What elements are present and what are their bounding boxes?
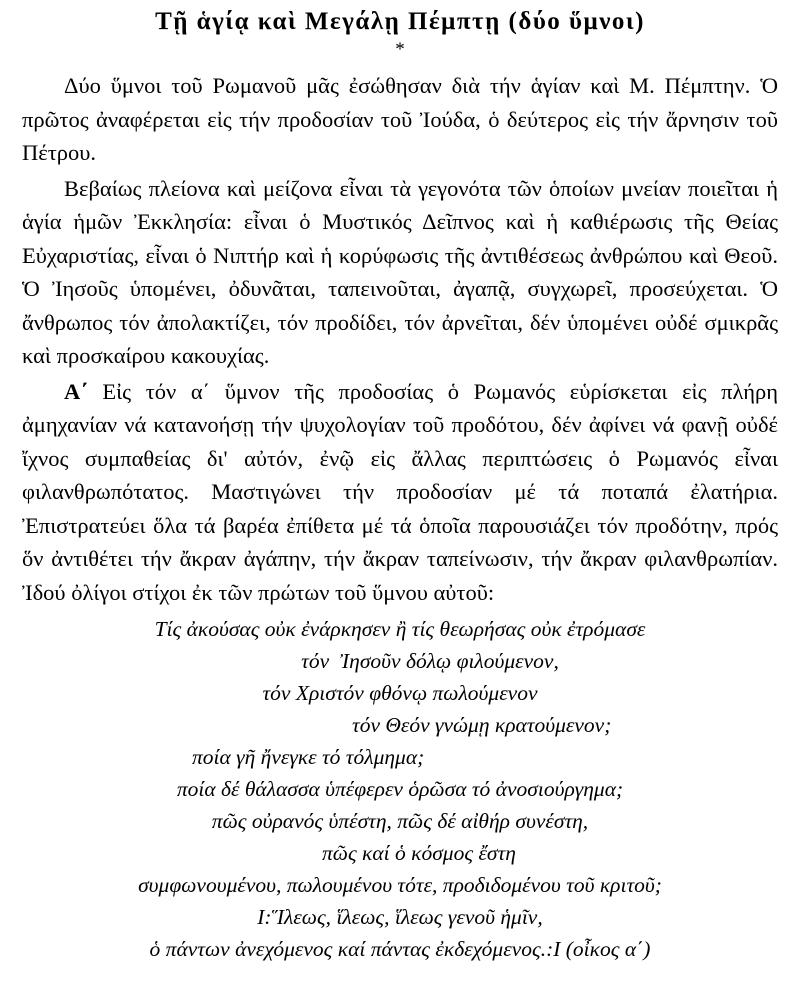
section-separator: *	[395, 39, 405, 60]
verse-line-7: πῶς οὐρανός ὑπέστη, πῶς δέ αἰθήρ συνέστη,	[211, 809, 589, 833]
verse-line-11: ὁ πάντων ἀνεχόμενος καί πάντας ἐκδεχόμενος.:Ι (οἶκος α΄)	[149, 937, 651, 961]
verse-line-9: συμφωνουμένου, πωλουμένου τότε, προδιδομένου τοῦ κριτοῦ;	[138, 873, 662, 897]
paragraph-2: Βεβαίως πλείονα καὶ μείζονα εἶναι τὰ γεγονότα τῶν ὁποίων μνείαν ποιεῖται ἡ ἁγία ἡμῶν Ἐκκλησία: εἶναι ὁ Μυστικός Δεῖπνος καὶ ἡ καθιέρωσις τῆς Θείας Εὐχαριστίας, εἶναι ὁ Νιπτήρ καὶ ἡ κορύφωσις τῆς ἀντιθέσεως ἀνθρώπου καὶ Θεοῦ. Ὁ Ἰησοῦς ὑπομένει, ὀδυνᾶται, ταπεινοῦται, ἀγαπᾷ, συγχωρεῖ, προσεύχεται. Ὁ ἄνθρωπος τόν ἀπολακτίζει, τόν προδίδει, τόν ἀρνεῖται, δέν ὑπομένει οὐδέ σμικρᾶς καὶ προσκαίρου κακουχίας.	[22, 175, 778, 368]
verse-block	[22, 613, 778, 965]
paragraph-1: Δύο ὕμνοι τοῦ Ρωμανοῦ μᾶς ἐσώθησαν διὰ τήν ἁγίαν καὶ Μ. Πέμπτην. Ὁ πρῶτος ἀναφέρεται εἰς τήν προδοσίαν τοῦ Ἰούδα, ὁ δεύτερος εἰς τήν ἄρνησιν τοῦ Πέτρου.	[22, 73, 778, 165]
page-title: Τῇ ἁγίᾳ καὶ Μεγάλῃ Πέμπτῃ (δύο ὕμνοι)	[155, 8, 645, 35]
verse-line-2: τόν Ἰησοῦν δόλῳ φιλούμενον,	[301, 649, 559, 673]
paragraph-3	[22, 375, 778, 610]
verse-line-4: τόν Θεόν γνώμῃ κρατούμενον;	[352, 713, 612, 737]
verse-line-10: Ι:Ἵλεως, ἵλεως, ἵλεως γενοῦ ἡμῖν,	[257, 905, 543, 929]
verse-line-6: ποία δέ θάλασσα ὑπέφερεν ὁρῶσα τό ἀνοσιούργημα;	[176, 777, 624, 801]
verse-line-5: ποία γῆ ἤνεγκε τό τόλμημα;	[192, 745, 425, 769]
verse-line-3: τόν Χριστόν φθόνῳ πωλούμενον	[262, 681, 538, 705]
paragraph-3-lead: Α΄	[64, 378, 88, 404]
verse-line-1: Τίς ἀκούσας οὐκ ἐνάρκησεν ἢ τίς θεωρήσας οὐκ ἐτρόμασε	[154, 617, 646, 641]
paragraph-3-rest: Εἰς τόν α΄ ὕμνον τῆς προδοσίας ὁ Ρωμανός εὑρίσκεται εἰς πλήρη ἀμηχανίαν νά κατανοήσῃ τήν ψυχολογίαν τοῦ προδότου, δέν ἀφίνει νά φανῇ οὐδέ ἴχνος συμπαθείας δι' αὐτόν, ἐνῷ εἰς ἄλλας περιπτώσεις ὁ Ρωμανός εἶναι φιλανθρωπότατος. Μαστιγώνει τήν προδοσίαν μέ τά ποταπά ἐλατήρια. Ἐπιστρατεύει ὅλα τά βαρέα ἐπίθετα μέ τά ὁποῖα παρουσιάζει τόν προδότην, πρός ὅν ἀντιθέτει τήν ἄκραν ἀγάπην, τήν ἄκραν ταπείνωσιν, τήν ἄκραν φιλανθρωπίαν. Ἰδού ὀλίγοι στίχοι ἐκ τῶν πρώτων τοῦ ὕμνου αὐτοῦ:	[22, 378, 778, 605]
verse-line-8: πῶς καί ὁ κόσμος ἔστη	[322, 841, 516, 865]
